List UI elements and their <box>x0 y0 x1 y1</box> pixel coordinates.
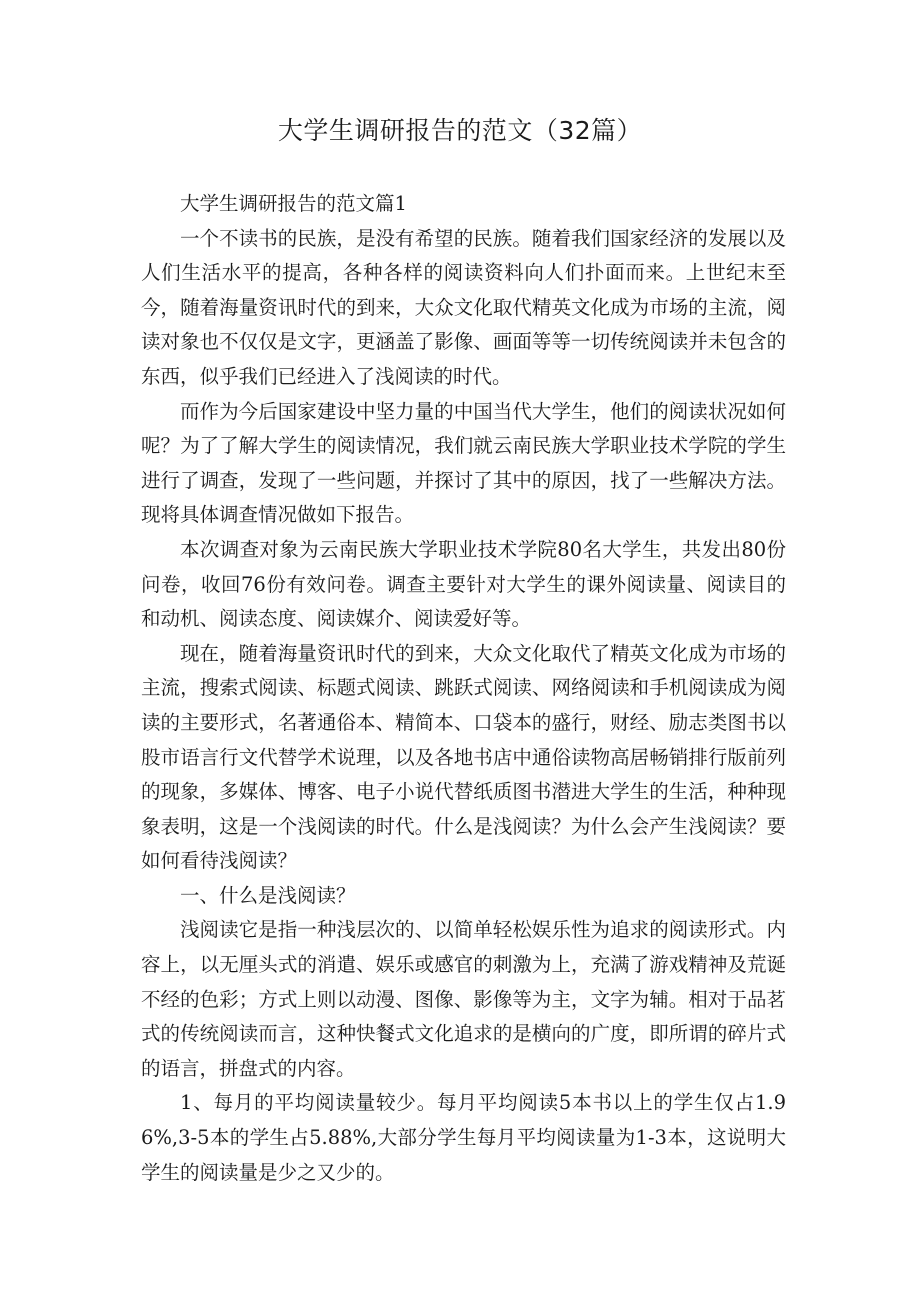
body-paragraph: 一个不读书的民族，是没有希望的民族。随着我们国家经济的发展以及人们生活水平的提高，各种各样的阅读资料向人们扑面而来。上世纪末至今，随着海量资讯时代的到来，大众文化取代精英文化成为市场的主流，阅读对象也不仅仅是文字，更涵盖了影像、画面等等一切传统阅读并未包含的东西，似乎我们已经进入了浅阅读的时代。 <box>141 226 786 388</box>
body-paragraph: 现在，随着海量资讯时代的到来，大众文化取代了精英文化成为市场的主流，搜索式阅读、标题式阅读、跳跃式阅读、网络阅读和手机阅读成为阅读的主要形式，名著通俗本、精简本、口袋本的盛行，财经、励志类图书以股市语言行文代替学术说理，以及各地书店中通俗读物高居畅销排行版前列的现象，多媒体、博客、电子小说代替纸质图书潜进大学生的生活，种种现象表明，这是一个浅阅读的时代。什么是浅阅读？为什么会产生浅阅读？要如何看待浅阅读？ <box>141 641 786 873</box>
body-paragraph: 浅阅读它是指一种浅层次的、以简单轻松娱乐性为追求的阅读形式。内容上，以无厘头式的消遣、娱乐或感官的刺激为上，充满了游戏精神及荒诞不经的色彩；方式上则以动漫、图像、影像等为主，文字为辅。相对于品茗式的传统阅读而言，这种快餐式文化追求的是横向的广度，即所谓的碎片式的语言，拼盘式的内容。 <box>141 918 786 1080</box>
document-body <box>141 187 786 1190</box>
body-paragraph: 本次调查对象为云南民族大学职业技术学院80名大学生，共发出80份问卷，收回76份有效问卷。调查主要针对大学生的课外阅读量、阅读目的和动机、阅读态度、阅读媒介、阅读爱好等。 <box>141 537 786 631</box>
section-heading: 大学生调研报告的范文篇1 <box>180 192 407 215</box>
body-paragraph: 而作为今后国家建设中坚力量的中国当代大学生，他们的阅读状况如何呢？为了了解大学生的阅读情况，我们就云南民族大学职业技术学院的学生进行了调查，发现了一些问题，并探讨了其中的原因，找了一些解决方法。现将具体调查情况做如下报告。 <box>141 399 786 527</box>
document-title: 大学生调研报告的范文（32篇） <box>277 116 643 145</box>
body-paragraph: 1、每月的平均阅读量较少。每月平均阅读5本书以上的学生仅占1.96%,3-5本的学生占5.88%,大部分学生每月平均阅读量为1-3本，这说明大学生的阅读量是少之又少的。 <box>141 1091 786 1184</box>
subsection-heading: 一、什么是浅阅读？ <box>180 883 356 907</box>
